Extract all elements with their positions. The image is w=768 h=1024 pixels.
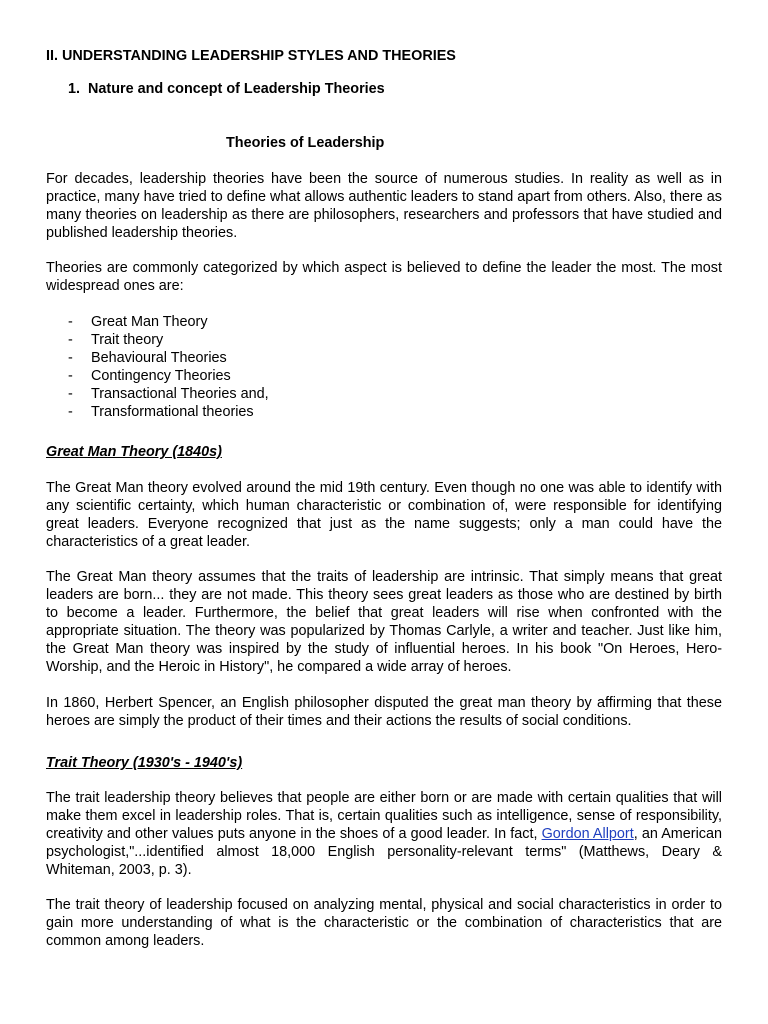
trait-heading: Trait Theory (1930's - 1940's) <box>46 755 243 771</box>
page-title: Theories of Leadership <box>226 135 385 151</box>
great-man-heading: Great Man Theory (1840s) <box>46 444 222 460</box>
list-dash: - <box>68 404 73 420</box>
subsection-title: Nature and concept of Leadership Theories <box>88 81 385 97</box>
trait-paragraph-1: The trait leadership theory believes that people are either born or are made with certain qualities that will make them excel in leadership roles. That is, certain qualities such as intelligence, sense of responsibility, creativity and other values puts anyone in the shoes of a good leader. In fact, Gordon Allport, an American psychologist,"...identified almost 18,000 English personality-relevant terms" (Matthews, Deary & Whiteman, 2003, p. 3). <box>46 790 722 878</box>
trait-paragraph-2: The trait theory of leadership focused on analyzing mental, physical and social characteristics in order to gain more understanding of what is the characteristic or the combination of characteristics that are common among leaders. <box>46 897 722 949</box>
great-man-paragraph-2: The Great Man theory assumes that the traits of leadership are intrinsic. That simply means that great leaders are born... they are not made. This theory sees great leaders as those who are destined by birth to become a leader. Furthermore, the belief that great leaders will rise when confronted with the appropriate situation. The theory was popularized by Thomas Carlyle, a writer and teacher. Just like him, the Great Man theory was inspired by the study of influential heroes. In his book "On Heroes, Hero-Worship, and the Heroic in History", he compared a wide array of heroes. <box>46 569 722 675</box>
theory-list <box>46 313 722 421</box>
list-dash: - <box>68 314 73 330</box>
list-item: - Behavioural Theories <box>68 350 227 366</box>
list-item: - Trait theory <box>68 332 164 348</box>
list-item: - Great Man Theory <box>68 314 208 330</box>
list-item: - Transactional Theories and, <box>68 386 269 402</box>
section-heading: II. UNDERSTANDING LEADERSHIP STYLES AND THEORIES <box>46 48 456 64</box>
subsection-heading <box>68 80 722 98</box>
list-dash: - <box>68 350 73 366</box>
list-dash: - <box>68 332 73 348</box>
list-item: - Contingency Theories <box>68 368 231 384</box>
intro-paragraph-1: For decades, leadership theories have been the source of numerous studies. In reality as well as in practice, many have tried to define what allows authentic leaders to stand apart from others. Also, there as many theories on leadership as there are philosophers, researchers and professors that have studied and published leadership theories. <box>46 171 722 241</box>
intro-paragraph-2: Theories are commonly categorized by which aspect is believed to define the leader the most. The most widespread ones are: <box>46 260 722 294</box>
list-dash: - <box>68 368 73 384</box>
great-man-paragraph-3: In 1860, Herbert Spencer, an English philosopher disputed the great man theory by affirming that these heroes are simply the product of their times and their actions the results of social conditions. <box>46 695 722 729</box>
list-item: - Transformational theories <box>68 404 254 420</box>
list-dash: - <box>68 386 73 402</box>
great-man-paragraph-1: The Great Man theory evolved around the mid 19th century. Even though no one was able to identify with any scientific certainty, which human characteristic or combination of, were responsible for identifying great leaders. Everyone recognized that just as the name suggests; only a man could have the characteristics of a great leader. <box>46 480 722 550</box>
gordon-allport-link[interactable]: Gordon Allport <box>541 826 634 842</box>
subsection-number: 1. <box>68 81 81 97</box>
